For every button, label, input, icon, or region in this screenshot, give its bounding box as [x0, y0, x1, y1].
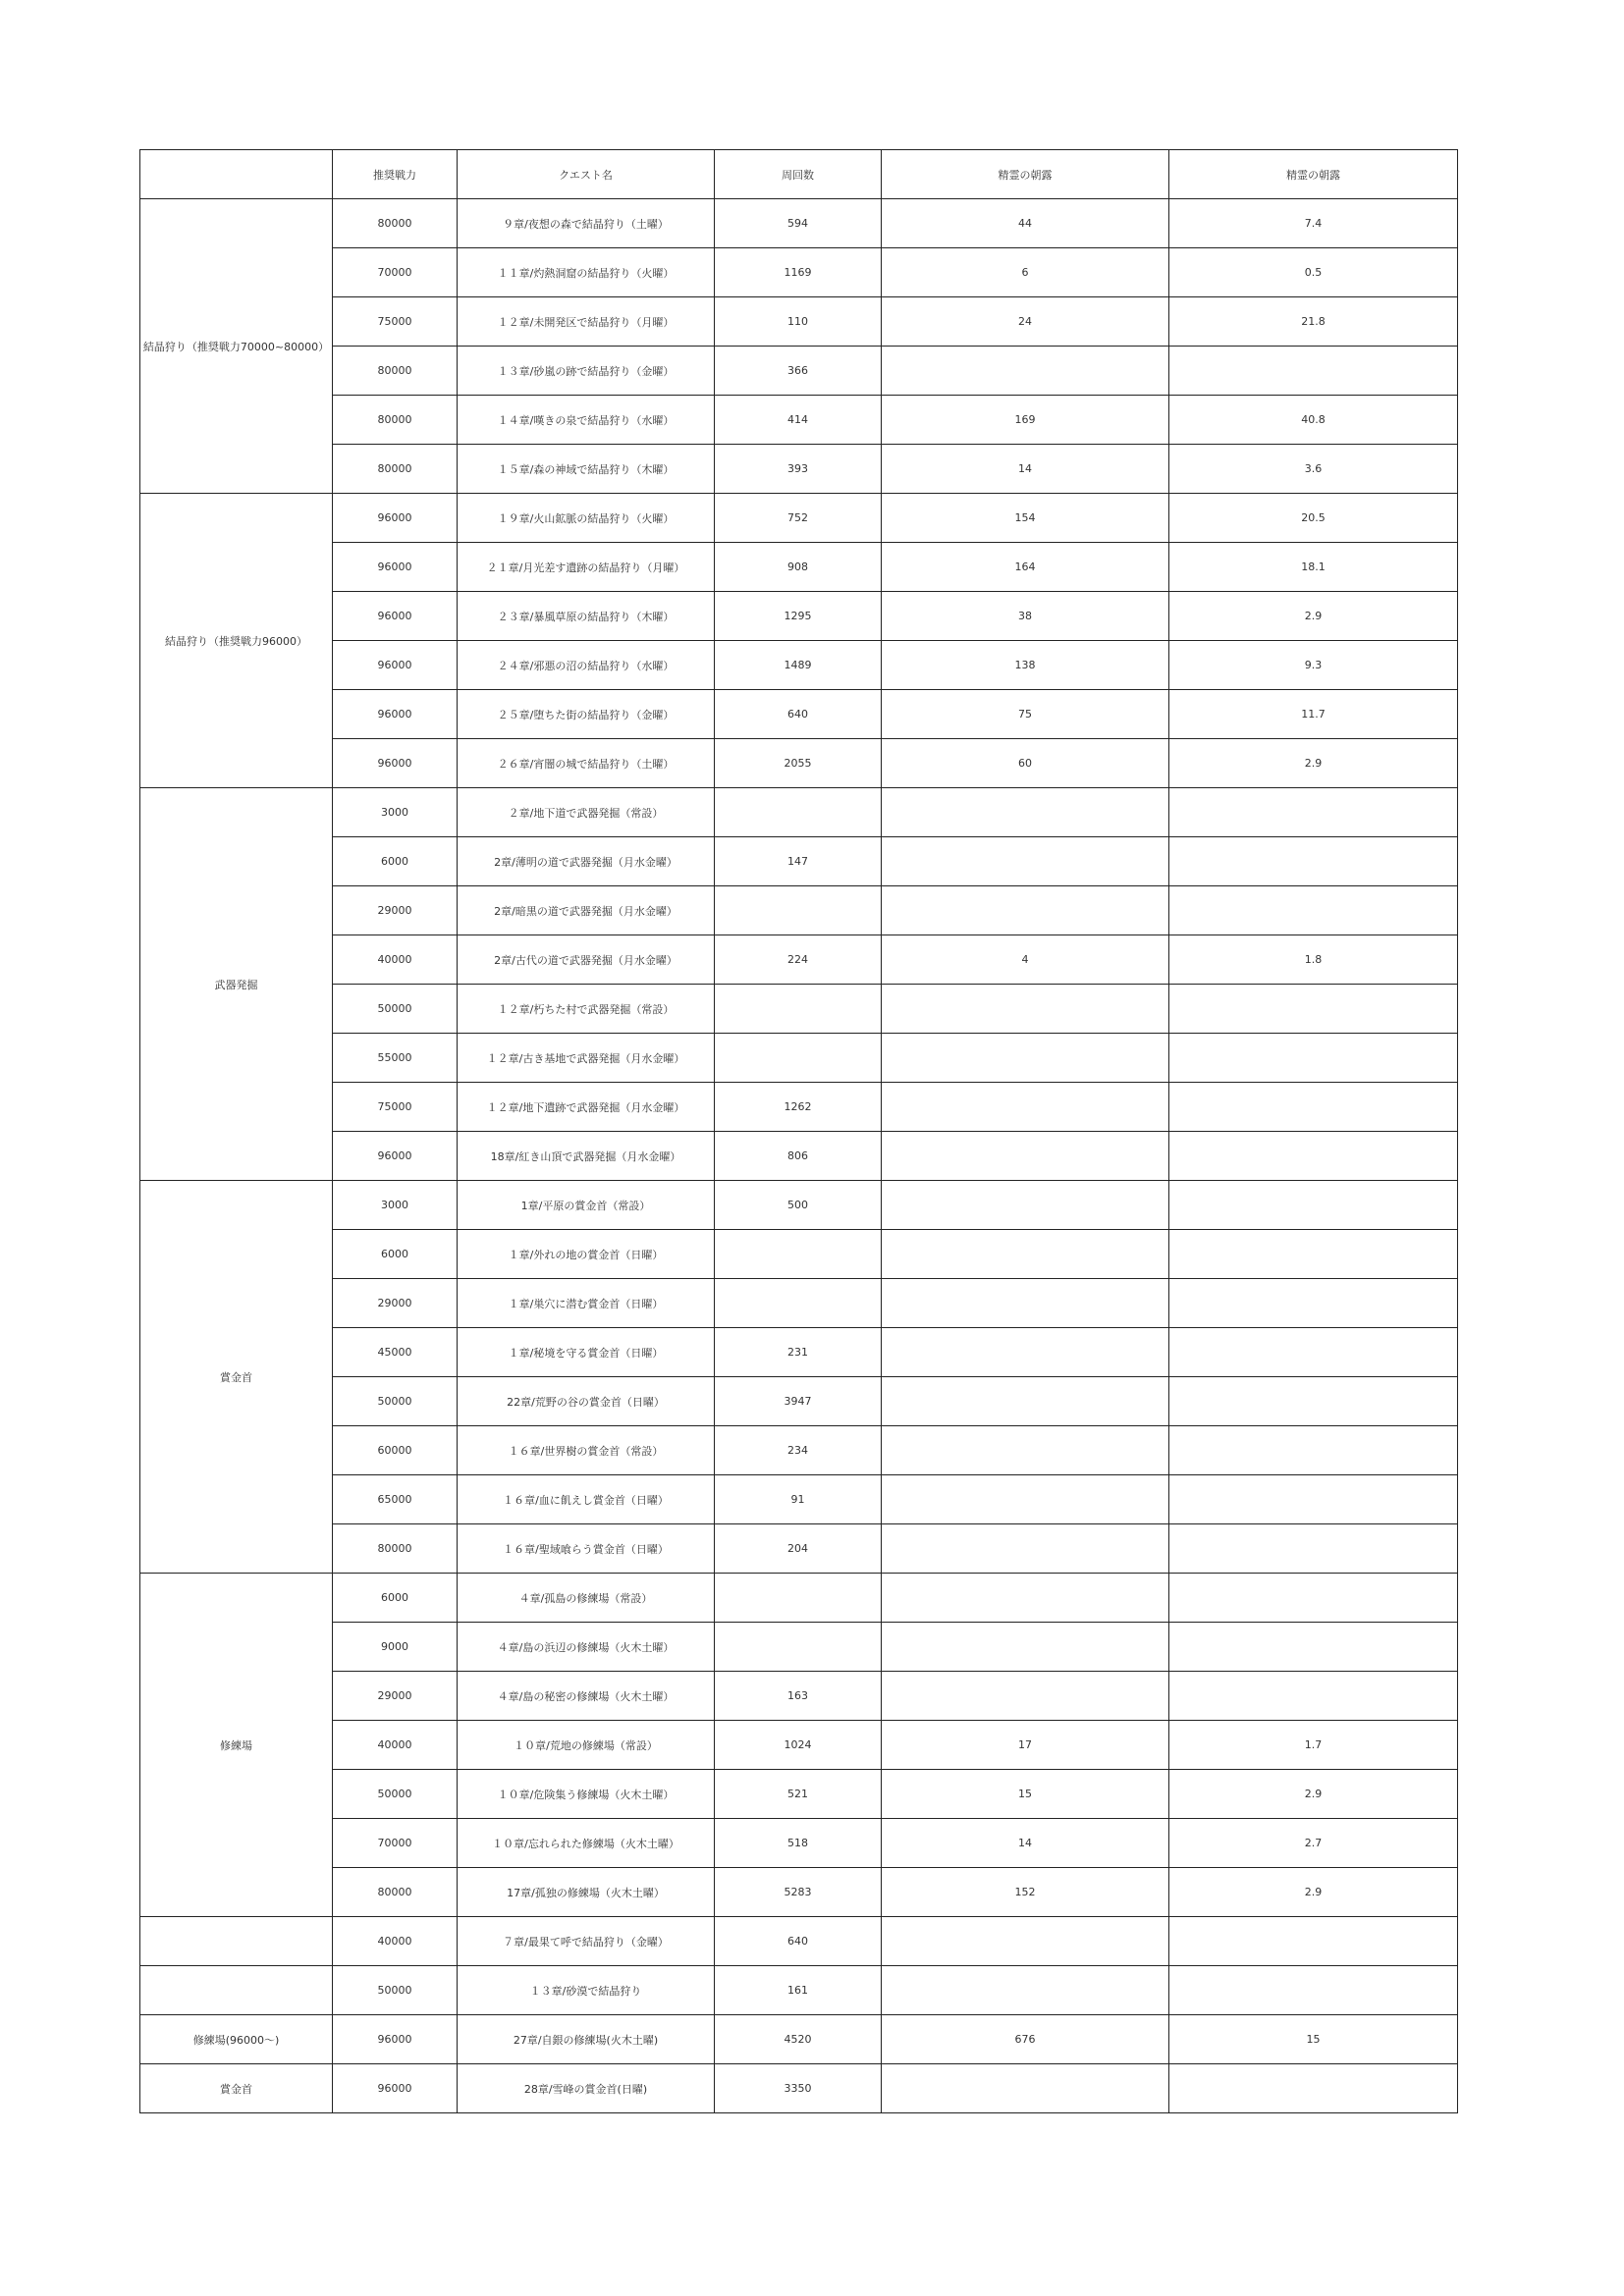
run-count-cell: 4520 [715, 2015, 882, 2064]
run-count-cell [715, 1034, 882, 1083]
header-recommended-power: 推奨戦力 [333, 150, 458, 199]
table-row [140, 297, 1458, 347]
quest-name-cell: １３章/砂嵐の跡で結晶狩り（金曜） [458, 347, 715, 396]
quest-name-cell: ４章/島の秘密の修練場（火木土曜） [458, 1672, 715, 1721]
recommended-power-cell: 96000 [333, 2064, 458, 2113]
recommended-power-cell: 75000 [333, 297, 458, 347]
dew-rate-cell [1169, 1328, 1458, 1377]
dew-count-cell [882, 1574, 1169, 1623]
table-row [140, 935, 1458, 985]
recommended-power-cell: 50000 [333, 1966, 458, 2015]
dew-rate-cell: 20.5 [1169, 494, 1458, 543]
run-count-cell [715, 788, 882, 837]
table-row [140, 494, 1458, 543]
dew-count-cell [882, 1672, 1169, 1721]
dew-count-cell [882, 1132, 1169, 1181]
run-count-cell: 110 [715, 297, 882, 347]
quest-name-cell: １章/巣穴に潜む賞金首（日曜） [458, 1279, 715, 1328]
quest-name-cell: １３章/砂漠で結晶狩り [458, 1966, 715, 2015]
dew-count-cell: 75 [882, 690, 1169, 739]
dew-rate-cell: 1.8 [1169, 935, 1458, 985]
quest-name-cell: 27章/自銀の修練場(火木土曜) [458, 2015, 715, 2064]
quest-name-cell: 2章/古代の道で武器発掘（月水金曜） [458, 935, 715, 985]
quest-name-cell: ２４章/邪悪の沼の結晶狩り（水曜） [458, 641, 715, 690]
recommended-power-cell: 3000 [333, 1181, 458, 1230]
dew-rate-cell [1169, 1524, 1458, 1574]
recommended-power-cell: 40000 [333, 1917, 458, 1966]
dew-count-cell [882, 347, 1169, 396]
dew-rate-cell [1169, 1083, 1458, 1132]
table-row [140, 1770, 1458, 1819]
dew-rate-cell [1169, 1917, 1458, 1966]
category-cell: 武器発掘 [140, 788, 333, 1181]
run-count-cell [715, 1230, 882, 1279]
quest-name-cell: 2章/薄明の道で武器発掘（月水金曜） [458, 837, 715, 886]
recommended-power-cell: 75000 [333, 1083, 458, 1132]
table-row [140, 739, 1458, 788]
dew-count-cell [882, 1377, 1169, 1426]
quest-name-cell: 2章/暗黒の道で武器発掘（月水金曜） [458, 886, 715, 935]
table-row [140, 1623, 1458, 1672]
dew-rate-cell [1169, 1623, 1458, 1672]
recommended-power-cell: 3000 [333, 788, 458, 837]
table-row [140, 1083, 1458, 1132]
table-row [140, 1230, 1458, 1279]
quest-name-cell: １章/外れの地の賞金首（日曜） [458, 1230, 715, 1279]
dew-count-cell [882, 1426, 1169, 1475]
run-count-cell: 414 [715, 396, 882, 445]
quest-name-cell: ７章/最果て呼で結晶狩り（金曜） [458, 1917, 715, 1966]
quest-name-cell: １２章/地下遺跡で武器発掘（月水金曜） [458, 1083, 715, 1132]
run-count-cell: 224 [715, 935, 882, 985]
run-count-cell: 366 [715, 347, 882, 396]
quest-name-cell: ２６章/宵闇の城で結晶狩り（土曜） [458, 739, 715, 788]
dew-rate-cell [1169, 1426, 1458, 1475]
recommended-power-cell: 6000 [333, 1574, 458, 1623]
table-row [140, 199, 1458, 248]
header-dew-rate: 精霊の朝露 [1169, 150, 1458, 199]
table-row [140, 543, 1458, 592]
table-row [140, 1672, 1458, 1721]
dew-count-cell [882, 2064, 1169, 2113]
category-cell: 修練場(96000～) [140, 2015, 333, 2064]
recommended-power-cell: 60000 [333, 1426, 458, 1475]
dew-count-cell: 4 [882, 935, 1169, 985]
run-count-cell: 161 [715, 1966, 882, 2015]
run-count-cell: 1489 [715, 641, 882, 690]
dew-rate-cell: 2.9 [1169, 1868, 1458, 1917]
recommended-power-cell: 9000 [333, 1623, 458, 1672]
run-count-cell: 640 [715, 690, 882, 739]
dew-count-cell: 6 [882, 248, 1169, 297]
run-count-cell: 163 [715, 1672, 882, 1721]
table-row [140, 1524, 1458, 1574]
dew-rate-cell: 1.7 [1169, 1721, 1458, 1770]
table-row [140, 445, 1458, 494]
dew-rate-cell: 21.8 [1169, 297, 1458, 347]
run-count-cell: 908 [715, 543, 882, 592]
dew-count-cell [882, 1966, 1169, 2015]
recommended-power-cell: 29000 [333, 886, 458, 935]
dew-rate-cell: 0.5 [1169, 248, 1458, 297]
table-row [140, 1475, 1458, 1524]
run-count-cell: 5283 [715, 1868, 882, 1917]
dew-rate-cell [1169, 1475, 1458, 1524]
table-row [140, 396, 1458, 445]
table-row [140, 1181, 1458, 1230]
recommended-power-cell: 55000 [333, 1034, 458, 1083]
table-row [140, 2064, 1458, 2113]
header-row [140, 150, 1458, 199]
run-count-cell: 234 [715, 1426, 882, 1475]
table-row [140, 1819, 1458, 1868]
dew-rate-cell [1169, 1230, 1458, 1279]
dew-count-cell: 164 [882, 543, 1169, 592]
run-count-cell: 500 [715, 1181, 882, 1230]
dew-rate-cell: 7.4 [1169, 199, 1458, 248]
dew-count-cell [882, 1034, 1169, 1083]
dew-count-cell: 152 [882, 1868, 1169, 1917]
recommended-power-cell: 29000 [333, 1672, 458, 1721]
table-row [140, 1721, 1458, 1770]
quest-name-cell: ４章/島の浜辺の修練場（火木土曜） [458, 1623, 715, 1672]
run-count-cell: 1024 [715, 1721, 882, 1770]
quest-name-cell: 28章/雪峰の賞金首(日曜) [458, 2064, 715, 2113]
table-row [140, 1279, 1458, 1328]
dew-rate-cell [1169, 1672, 1458, 1721]
run-count-cell: 640 [715, 1917, 882, 1966]
recommended-power-cell: 96000 [333, 690, 458, 739]
dew-rate-cell [1169, 886, 1458, 935]
recommended-power-cell: 6000 [333, 1230, 458, 1279]
run-count-cell: 1295 [715, 592, 882, 641]
dew-count-cell [882, 1328, 1169, 1377]
dew-rate-cell [1169, 1574, 1458, 1623]
dew-rate-cell: 2.9 [1169, 739, 1458, 788]
quest-name-cell: ２１章/月光差す遺跡の結晶狩り（月曜） [458, 543, 715, 592]
dew-rate-cell: 2.7 [1169, 1819, 1458, 1868]
quest-name-cell: 18章/紅き山頂で武器発掘（月水金曜） [458, 1132, 715, 1181]
run-count-cell: 2055 [715, 739, 882, 788]
run-count-cell: 594 [715, 199, 882, 248]
quest-name-cell: ９章/夜想の森で結晶狩り（土曜） [458, 199, 715, 248]
dew-rate-cell [1169, 347, 1458, 396]
recommended-power-cell: 96000 [333, 739, 458, 788]
dew-count-cell: 14 [882, 1819, 1169, 1868]
dew-count-cell [882, 1475, 1169, 1524]
dew-count-cell [882, 1623, 1169, 1672]
run-count-cell: 393 [715, 445, 882, 494]
run-count-cell: 204 [715, 1524, 882, 1574]
recommended-power-cell: 80000 [333, 396, 458, 445]
dew-rate-cell: 11.7 [1169, 690, 1458, 739]
dew-rate-cell [1169, 788, 1458, 837]
category-cell [140, 1917, 333, 1966]
quest-name-cell: １章/秘境を守る賞金首（日曜） [458, 1328, 715, 1377]
recommended-power-cell: 80000 [333, 347, 458, 396]
dew-rate-cell [1169, 1279, 1458, 1328]
table-body [140, 199, 1458, 2113]
dew-count-cell [882, 788, 1169, 837]
table-row [140, 1426, 1458, 1475]
run-count-cell [715, 985, 882, 1034]
dew-count-cell [882, 1917, 1169, 1966]
table-row [140, 985, 1458, 1034]
quest-name-cell: １０章/忘れられた修練場（火木土曜） [458, 1819, 715, 1868]
recommended-power-cell: 80000 [333, 1524, 458, 1574]
quest-name-cell: ２３章/暴風草原の結晶狩り（木曜） [458, 592, 715, 641]
dew-count-cell: 38 [882, 592, 1169, 641]
quest-name-cell: １０章/荒地の修練場（常設） [458, 1721, 715, 1770]
quest-name-cell: １４章/嘆きの泉で結晶狩り（水曜） [458, 396, 715, 445]
run-count-cell: 521 [715, 1770, 882, 1819]
table-row [140, 837, 1458, 886]
dew-rate-cell: 2.9 [1169, 592, 1458, 641]
dew-rate-cell [1169, 1377, 1458, 1426]
run-count-cell [715, 1574, 882, 1623]
dew-count-cell: 24 [882, 297, 1169, 347]
recommended-power-cell: 29000 [333, 1279, 458, 1328]
recommended-power-cell: 96000 [333, 494, 458, 543]
table-row [140, 1868, 1458, 1917]
dew-rate-cell: 2.9 [1169, 1770, 1458, 1819]
table-row [140, 886, 1458, 935]
dew-rate-cell [1169, 1966, 1458, 2015]
run-count-cell: 3947 [715, 1377, 882, 1426]
category-cell: 修練場 [140, 1574, 333, 1917]
header-category [140, 150, 333, 199]
dew-count-cell [882, 886, 1169, 935]
run-count-cell: 806 [715, 1132, 882, 1181]
dew-rate-cell [1169, 837, 1458, 886]
quest-name-cell: １２章/未開発区で結晶狩り（月曜） [458, 297, 715, 347]
dew-rate-cell [1169, 1132, 1458, 1181]
dew-count-cell [882, 1083, 1169, 1132]
dew-count-cell: 14 [882, 445, 1169, 494]
table-row [140, 2015, 1458, 2064]
quest-name-cell: １６章/聖域喰らう賞金首（日曜） [458, 1524, 715, 1574]
dew-count-cell [882, 985, 1169, 1034]
category-cell [140, 1966, 333, 2015]
quest-name-cell: ４章/孤島の修練場（常設） [458, 1574, 715, 1623]
header-dew-count: 精霊の朝露 [882, 150, 1169, 199]
dew-count-cell: 169 [882, 396, 1169, 445]
quest-name-cell: 22章/荒野の谷の賞金首（日曜） [458, 1377, 715, 1426]
dew-rate-cell [1169, 985, 1458, 1034]
dew-count-cell: 676 [882, 2015, 1169, 2064]
quest-name-cell: １２章/朽ちた村で武器発掘（常設） [458, 985, 715, 1034]
recommended-power-cell: 50000 [333, 1377, 458, 1426]
dew-count-cell: 154 [882, 494, 1169, 543]
quest-name-cell: １０章/危険集う修練場（火木土曜） [458, 1770, 715, 1819]
dew-count-cell [882, 1181, 1169, 1230]
dew-rate-cell [1169, 1181, 1458, 1230]
dew-rate-cell: 40.8 [1169, 396, 1458, 445]
quest-table [139, 149, 1458, 2113]
recommended-power-cell: 50000 [333, 985, 458, 1034]
dew-count-cell: 15 [882, 1770, 1169, 1819]
quest-name-cell: １５章/森の神域で結晶狩り（木曜） [458, 445, 715, 494]
category-cell: 結晶狩り（推奨戦力96000） [140, 494, 333, 788]
quest-name-cell: ２章/地下道で武器発掘（常設） [458, 788, 715, 837]
recommended-power-cell: 50000 [333, 1770, 458, 1819]
table-row [140, 690, 1458, 739]
table-row [140, 1328, 1458, 1377]
dew-count-cell: 44 [882, 199, 1169, 248]
dew-count-cell [882, 1279, 1169, 1328]
run-count-cell: 752 [715, 494, 882, 543]
recommended-power-cell: 80000 [333, 199, 458, 248]
table-row [140, 641, 1458, 690]
run-count-cell [715, 1623, 882, 1672]
recommended-power-cell: 80000 [333, 445, 458, 494]
recommended-power-cell: 45000 [333, 1328, 458, 1377]
quest-name-cell: 17章/孤独の修練場（火木土曜） [458, 1868, 715, 1917]
dew-count-cell: 138 [882, 641, 1169, 690]
quest-name-cell: １２章/古き基地で武器発掘（月水金曜） [458, 1034, 715, 1083]
quest-name-cell: １１章/灼熱洞窟の結晶狩り（火曜） [458, 248, 715, 297]
table-row [140, 1966, 1458, 2015]
category-cell: 結晶狩り（推奨戦力70000~80000） [140, 199, 333, 494]
quest-name-cell: 1章/平原の賞金首（常設） [458, 1181, 715, 1230]
dew-rate-cell: 3.6 [1169, 445, 1458, 494]
recommended-power-cell: 70000 [333, 248, 458, 297]
recommended-power-cell: 40000 [333, 1721, 458, 1770]
run-count-cell: 1262 [715, 1083, 882, 1132]
table-row [140, 592, 1458, 641]
dew-rate-cell [1169, 2064, 1458, 2113]
category-cell: 賞金首 [140, 1181, 333, 1574]
table-row [140, 1034, 1458, 1083]
run-count-cell: 518 [715, 1819, 882, 1868]
run-count-cell [715, 1279, 882, 1328]
recommended-power-cell: 96000 [333, 592, 458, 641]
header-quest-name: クエスト名 [458, 150, 715, 199]
dew-count-cell [882, 1230, 1169, 1279]
table-row [140, 347, 1458, 396]
dew-rate-cell [1169, 1034, 1458, 1083]
recommended-power-cell: 70000 [333, 1819, 458, 1868]
quest-name-cell: １６章/世界樹の賞金首（常設） [458, 1426, 715, 1475]
recommended-power-cell: 96000 [333, 1132, 458, 1181]
quest-name-cell: ２５章/堕ちた街の結晶狩り（金曜） [458, 690, 715, 739]
dew-count-cell [882, 837, 1169, 886]
recommended-power-cell: 6000 [333, 837, 458, 886]
quest-name-cell: １６章/血に飢えし賞金首（日曜） [458, 1475, 715, 1524]
table-row [140, 1574, 1458, 1623]
run-count-cell: 1169 [715, 248, 882, 297]
recommended-power-cell: 96000 [333, 641, 458, 690]
table-row [140, 1132, 1458, 1181]
dew-count-cell [882, 1524, 1169, 1574]
recommended-power-cell: 96000 [333, 2015, 458, 2064]
run-count-cell [715, 886, 882, 935]
table-row [140, 1377, 1458, 1426]
run-count-cell: 3350 [715, 2064, 882, 2113]
dew-rate-cell: 9.3 [1169, 641, 1458, 690]
dew-rate-cell: 18.1 [1169, 543, 1458, 592]
dew-count-cell: 60 [882, 739, 1169, 788]
run-count-cell: 91 [715, 1475, 882, 1524]
dew-count-cell: 17 [882, 1721, 1169, 1770]
table-row [140, 248, 1458, 297]
table-row [140, 788, 1458, 837]
run-count-cell: 147 [715, 837, 882, 886]
quest-name-cell: １９章/火山鉱脈の結晶狩り（火曜） [458, 494, 715, 543]
category-cell: 賞金首 [140, 2064, 333, 2113]
header-run-count: 周回数 [715, 150, 882, 199]
recommended-power-cell: 80000 [333, 1868, 458, 1917]
run-count-cell: 231 [715, 1328, 882, 1377]
dew-rate-cell: 15 [1169, 2015, 1458, 2064]
recommended-power-cell: 65000 [333, 1475, 458, 1524]
table-row [140, 1917, 1458, 1966]
recommended-power-cell: 40000 [333, 935, 458, 985]
recommended-power-cell: 96000 [333, 543, 458, 592]
